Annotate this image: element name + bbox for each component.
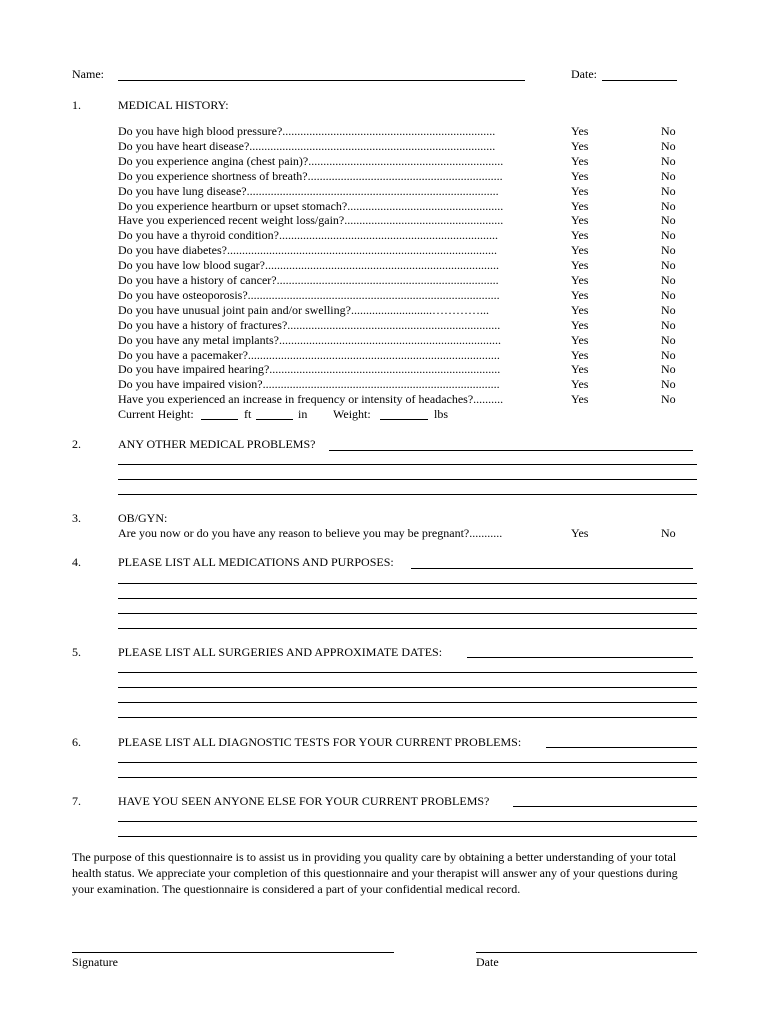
question-text: Have you experienced an increase in frequency or intensity of headaches?.......... — [118, 392, 504, 407]
question-text: Do you have a history of fractures?....................................................................... — [118, 317, 501, 332]
yes-option[interactable]: Yes — [571, 168, 589, 183]
question-text: Do you experience shortness of breath?................................................................. — [118, 168, 503, 183]
question-text: Do you have low blood sugar?.............................................................................. — [118, 258, 499, 273]
no-option[interactable]: No — [661, 392, 676, 407]
medications-line[interactable] — [118, 613, 697, 614]
no-option[interactable]: No — [661, 198, 676, 213]
no-option[interactable]: No — [661, 183, 676, 198]
no-option[interactable]: No — [661, 377, 676, 392]
question-text: Do you have impaired hearing?............................................................................. — [118, 362, 501, 377]
section-3-number: 3. — [72, 511, 81, 525]
seen-anyone-title: HAVE YOU SEEN ANYONE ELSE FOR YOUR CURRENT PROBLEMS? — [118, 794, 490, 808]
pregnancy-question: Are you now or do you have any reason to believe you may be pregnant?........... — [118, 526, 503, 540]
signature-label: Signature — [72, 955, 118, 969]
ft-label: ft — [244, 407, 252, 421]
yes-option[interactable]: Yes — [571, 302, 589, 317]
other-problems-line[interactable] — [118, 494, 697, 495]
question-text: Do you experience heartburn or upset stomach?.................................................... — [118, 198, 504, 213]
no-option[interactable]: No — [661, 302, 676, 317]
question-text: Do you have osteoporosis?.................................................................................... — [118, 287, 500, 302]
yes-option[interactable]: Yes — [571, 332, 589, 347]
no-option[interactable]: No — [661, 332, 676, 347]
no-option[interactable]: No — [661, 273, 676, 287]
pregnancy-yes-option[interactable]: Yes — [571, 526, 589, 540]
question-text: Do you have high blood pressure?....................................................................... — [118, 124, 496, 138]
medications-line[interactable] — [118, 583, 697, 584]
seen-anyone-line[interactable] — [118, 836, 697, 837]
yes-option[interactable]: Yes — [571, 258, 589, 273]
section-4-number: 4. — [72, 555, 81, 569]
footer-date-label: Date — [476, 955, 499, 969]
medications-title: PLEASE LIST ALL MEDICATIONS AND PURPOSES: — [118, 555, 394, 569]
no-option[interactable]: No — [661, 258, 676, 273]
surgeries-line[interactable] — [118, 687, 697, 688]
section-6-number: 6. — [72, 735, 81, 749]
yes-option[interactable]: Yes — [571, 377, 589, 392]
section-5-number: 5. — [72, 645, 81, 659]
no-option[interactable]: No — [661, 168, 676, 183]
in-label: in — [298, 407, 308, 421]
name-field[interactable] — [118, 80, 525, 81]
no-option[interactable]: No — [661, 213, 676, 228]
yes-option[interactable]: Yes — [571, 362, 589, 377]
yes-option[interactable]: Yes — [571, 317, 589, 332]
yes-option[interactable]: Yes — [571, 153, 589, 168]
no-option[interactable]: No — [661, 243, 676, 258]
question-text: Do you have impaired vision?............................................................................... — [118, 377, 500, 392]
yes-option[interactable]: Yes — [571, 287, 589, 302]
no-option[interactable]: No — [661, 362, 676, 377]
weight-field[interactable] — [380, 419, 428, 420]
other-problems-title: ANY OTHER MEDICAL PROBLEMS? — [118, 437, 316, 451]
seen-anyone-line[interactable] — [513, 806, 697, 807]
height-in-field[interactable] — [256, 419, 293, 420]
question-text: Have you experienced recent weight loss/gain?..................................................... — [118, 213, 504, 228]
diagnostic-tests-line[interactable] — [546, 747, 697, 748]
diagnostic-tests-line[interactable] — [118, 762, 697, 763]
no-option[interactable]: No — [661, 287, 676, 302]
question-text: Do you have unusual joint pain and/or swelling?...........................…………... — [118, 302, 489, 317]
obgyn-title: OB/GYN: — [118, 511, 168, 525]
no-option[interactable]: No — [661, 347, 676, 362]
section-1-number: 1. — [72, 98, 81, 112]
no-option[interactable]: No — [661, 138, 676, 153]
diagnostic-tests-title: PLEASE LIST ALL DIAGNOSTIC TESTS FOR YOUR CURRENT PROBLEMS: — [118, 735, 522, 749]
question-text: Do you have a pacemaker?.................................................................................... — [118, 347, 500, 362]
yes-option[interactable]: Yes — [571, 124, 589, 138]
no-option[interactable]: No — [661, 124, 676, 138]
yes-option[interactable]: Yes — [571, 347, 589, 362]
other-problems-line[interactable] — [329, 450, 693, 451]
question-text: Do you have heart disease?.................................................................................. — [118, 138, 496, 153]
yes-option[interactable]: Yes — [571, 273, 589, 287]
section-7-number: 7. — [72, 794, 81, 808]
question-text: Do you have a history of cancer?.......................................................................... — [118, 273, 499, 287]
yes-option[interactable]: Yes — [571, 392, 589, 407]
medications-line[interactable] — [118, 628, 697, 629]
question-text: Do you have any metal implants?.......................................................................... — [118, 332, 501, 347]
yes-option[interactable]: Yes — [571, 138, 589, 153]
disclaimer-paragraph: The purpose of this questionnaire is to assist us in providing you quality care by obtaining a better understanding of your total health status. We appreciate your completion of this questionnaire and your therapist will answer any of your questions during your examination. The questionnaire is considered a part of your confidential medical record. — [72, 850, 678, 896]
no-option[interactable]: No — [661, 228, 676, 243]
name-label: Name: — [72, 67, 104, 81]
footer-date-field[interactable] — [476, 952, 697, 953]
diagnostic-tests-line[interactable] — [118, 777, 697, 778]
yes-option[interactable]: Yes — [571, 228, 589, 243]
height-ft-field[interactable] — [201, 419, 238, 420]
date-label: Date: — [571, 67, 597, 81]
yes-option[interactable]: Yes — [571, 198, 589, 213]
no-option[interactable]: No — [661, 317, 676, 332]
date-field[interactable] — [602, 80, 677, 81]
question-text: Do you have diabetes?.......................................................................................... — [118, 243, 497, 258]
other-problems-line[interactable] — [118, 464, 697, 465]
question-text: Do you have a thyroid condition?......................................................................... — [118, 228, 498, 243]
lbs-label: lbs — [434, 407, 449, 421]
surgeries-line[interactable] — [118, 702, 697, 703]
seen-anyone-line[interactable] — [118, 821, 697, 822]
medications-line[interactable] — [411, 568, 693, 569]
section-2-number: 2. — [72, 437, 81, 451]
yes-option[interactable]: Yes — [571, 213, 589, 228]
signature-field[interactable] — [72, 952, 394, 953]
medications-line[interactable] — [118, 598, 697, 599]
surgeries-line[interactable] — [118, 717, 697, 718]
medical-history-title: MEDICAL HISTORY: — [118, 98, 229, 112]
question-text: Do you have lung disease?.................................................................................... — [118, 183, 499, 198]
surgeries-line[interactable] — [118, 672, 697, 673]
question-text: Do you experience angina (chest pain)?................................................................. — [118, 153, 504, 168]
surgeries-line[interactable] — [467, 657, 693, 658]
pregnancy-no-option[interactable]: No — [661, 526, 676, 540]
yes-option[interactable]: Yes — [571, 183, 589, 198]
surgeries-title: PLEASE LIST ALL SURGERIES AND APPROXIMATE DATES: — [118, 645, 443, 659]
other-problems-line[interactable] — [118, 479, 697, 480]
weight-label: Weight: — [333, 407, 371, 421]
yes-option[interactable]: Yes — [571, 243, 589, 258]
no-option[interactable]: No — [661, 153, 676, 168]
height-label: Current Height: — [118, 407, 194, 421]
